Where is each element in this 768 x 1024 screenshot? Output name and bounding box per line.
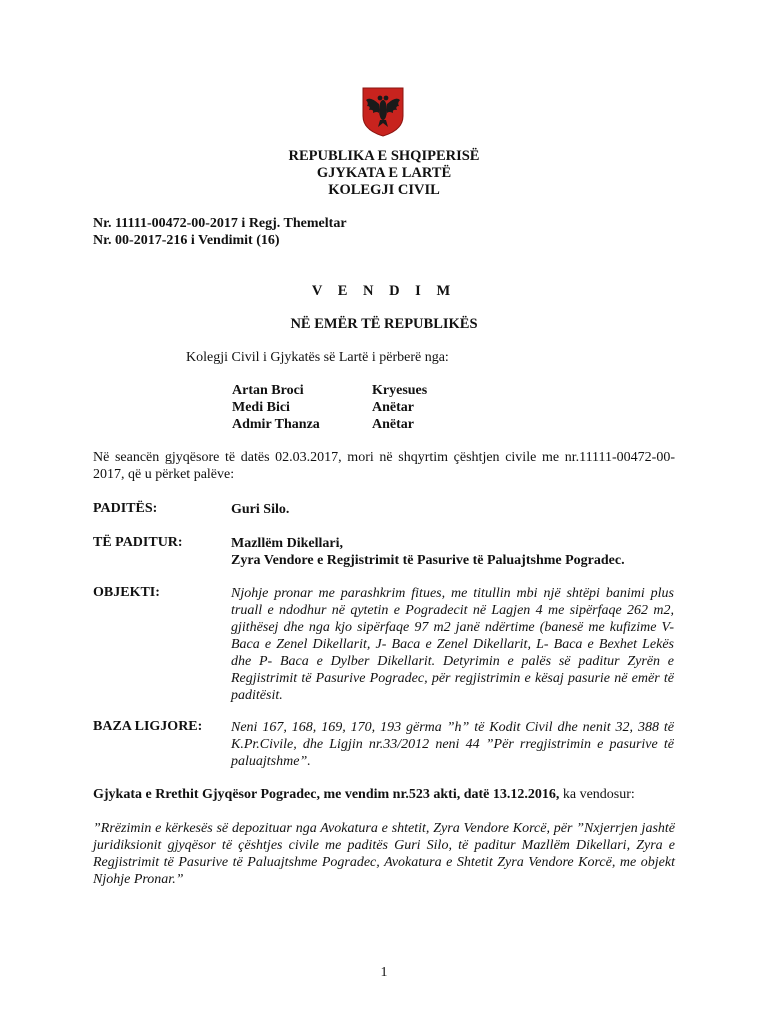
lower-court-decided: ka vendosur: — [559, 787, 635, 802]
panel-member-role: Anëtar — [372, 417, 414, 432]
panel-intro: Kolegji Civil i Gjykatës së Lartë i përberë nga: — [186, 350, 449, 365]
header-country: REPUBLIKA E SHQIPERISË — [288, 148, 480, 164]
object-text: Njohje pronar me parashkrim fitues, me titullin mbi një shtëpi banimi plus truall e ndodhur në qytetin e Pogradecit në Lagjen 4 me sipërfaqe 262 m2, gjithësej dhe nga kjo sipërfaqe 97 m2 janë ndërtime (banesë me kufizime V- Baca e Zenel Dikellarit, J- Baca e Zenel Dikellarit, L- Baca e Bexhet Lekës dhe P- Baca e Dylber Dikellarit. Detyrimin e palës së paditur Zyrën e Regjistrimit të Pasurive Pogradec, për regjistrimin e kësaj pasurie në emër të paditësit. — [231, 586, 674, 703]
plaintiff-label: PADITËS: — [93, 501, 158, 516]
header-court: GJYKATA E LARTË — [316, 165, 452, 181]
lower-court-quote: ”Rrëzimin e kërkesës së depozituar nga Avokatura e shtetit, Zyra Vendore Korcë, për ”Nxjerrjen jashtë juridiksionit gjyqësor të çështjes civile me paditës Guri Silo, të paditur Mazllëm Dikellari, Zyra e Regjistrimit të Pasurive të Paluajtshme Pogradec, Avokatura e Shtetit Zyra Vendore Korcë, me objekt Njohje Pronar.” — [93, 821, 675, 887]
session-paragraph: Në seancën gjyqësore të datës 02.03.2017, mori në shqyrtim çështjen civile me nr.11111-00472-00-2017, që u përket palëve: — [93, 450, 675, 482]
decision-number: Nr. 00-2017-216 i Vendimit (16) — [93, 233, 280, 248]
register-number: Nr. 11111-00472-00-2017 i Regj. Themeltar — [93, 216, 347, 231]
page-number: 1 — [380, 965, 388, 980]
defendant-line-2: Zyra Vendore e Regjistrimit të Pasurive të Paluajtshme Pogradec. — [231, 553, 625, 568]
document-title: V E N D I M — [311, 283, 457, 299]
header-college: KOLEGJI CIVIL — [328, 182, 440, 198]
defendant-label: TË PADITUR: — [93, 535, 183, 550]
legal-basis-text: Neni 167, 168, 169, 170, 193 gërma ”h” të Kodit Civil dhe nenit 32, 388 të K.Pr.Civile, dhe Ligjin nr.33/2012 neni 44 ”Për rregjistrimin e pasurive të paluajtshme”. — [231, 720, 674, 769]
lower-court-paragraph — [93, 786, 675, 803]
panel-member-role: Anëtar — [372, 400, 414, 415]
lower-court-decision: Gjykata e Rrethit Gjyqësor Pogradec, me vendim nr.523 akti, datë 13.12.2016, — [93, 787, 560, 802]
panel-member-role: Kryesues — [372, 383, 428, 398]
albanian-eagle-emblem-icon — [360, 86, 406, 138]
panel-member-name: Medi Bici — [232, 400, 290, 415]
legal-basis-label: BAZA LIGJORE: — [93, 719, 203, 734]
panel-member-name: Admir Thanza — [232, 417, 320, 432]
object-label: OBJEKTI: — [93, 585, 160, 600]
document-subtitle: NË EMËR TË REPUBLIKËS — [290, 316, 478, 332]
defendant-line-1: Mazllëm Dikellari, — [231, 536, 343, 551]
plaintiff-value: Guri Silo. — [231, 502, 290, 517]
panel-member-name: Artan Broci — [232, 383, 304, 398]
